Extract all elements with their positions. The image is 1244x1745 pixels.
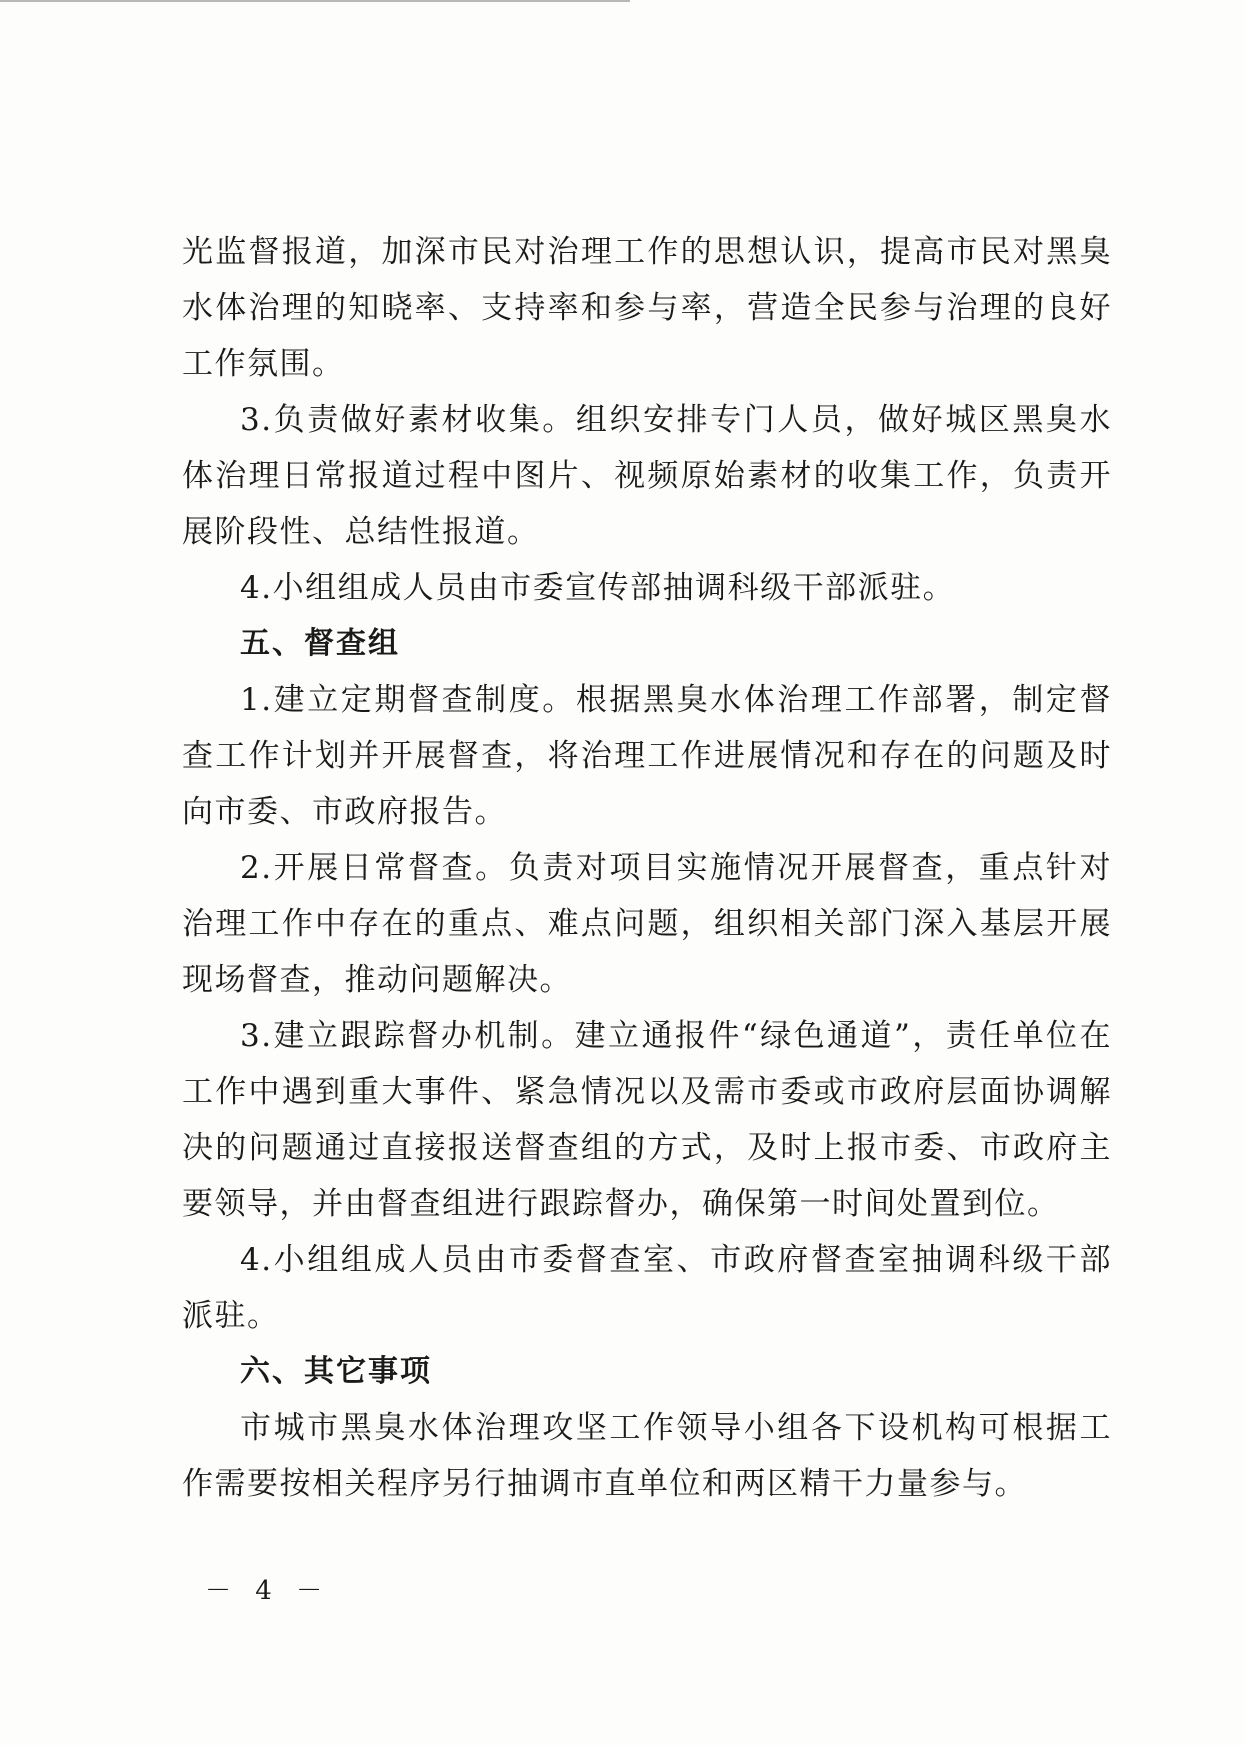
paragraph-daily-supervision: 2.开展日常督查。负责对项目实施情况开展督查，重点针对治理工作中存在的重点、难点问题，组织相关部门深入基层开展现场督查，推动问题解决。 — [182, 850, 1112, 998]
top-rule — [0, 0, 630, 2]
paragraph-tracking-mechanism: 3.建立跟踪督办机制。建立通报件“绿色通道”，责任单位在工作中遇到重大事件、紧急情况以及需市委或市政府层面协调解决的问题通过直接报送督查组的方式，及时上报市委、市政府主要领导，并由督查组进行跟踪督办，确保第一时间处置到位。 — [182, 1018, 1112, 1222]
page-number: － 4 － — [205, 1576, 331, 1606]
paragraph-publicity-staffing: 4.小组组成人员由市委宣传部抽调科级干部派驻。 — [240, 570, 956, 606]
paragraph-continuation: 光监督报道，加深市民对治理工作的思想认识，提高市民对黑臭水体治理的知晓率、支持率和参与率，营造全民参与治理的良好工作氛围。 — [182, 234, 1112, 382]
paragraph-supervision-staffing: 4.小组组成人员由市委督查室、市政府督查室抽调科级干部派驻。 — [182, 1242, 1112, 1334]
paragraph-regular-supervision: 1.建立定期督查制度。根据黑臭水体治理工作部署，制定督查工作计划并开展督查，将治理工作进展情况和存在的问题及时向市委、市政府报告。 — [182, 682, 1112, 830]
document-body — [182, 224, 1112, 1512]
paragraph-material-collection: 3.负责做好素材收集。组织安排专门人员，做好城区黑臭水体治理日常报道过程中图片、视频原始素材的收集工作，负责开展阶段性、总结性报道。 — [182, 402, 1112, 550]
section-heading-supervision: 五、督查组 — [240, 626, 400, 661]
paragraph-other-matters: 市城市黑臭水体治理攻坚工作领导小组各下设机构可根据工作需要按相关程序另行抽调市直单位和两区精干力量参与。 — [182, 1410, 1112, 1502]
section-heading-other-matters: 六、其它事项 — [240, 1354, 432, 1389]
